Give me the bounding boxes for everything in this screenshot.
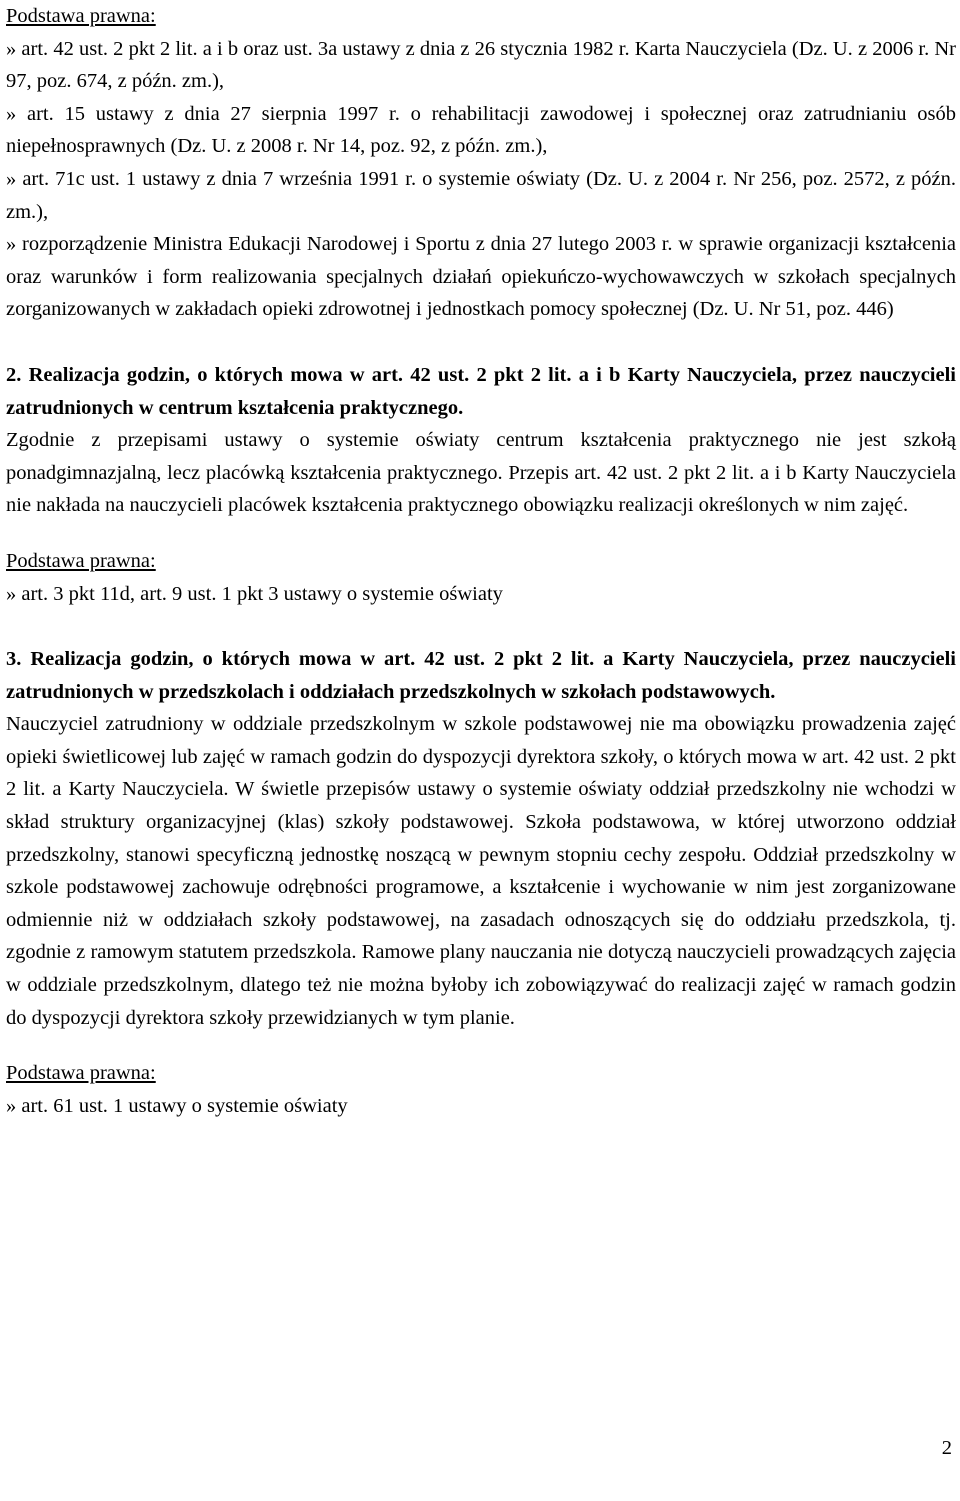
section-body: Zgodnie z przepisami ustawy o systemie oświaty centrum kształcenia praktycznego nie jest szkołą ponadgimnazjalną, lecz placówką kształcenia praktycznego. Przepis art. 42 ust. 2 pkt 2 lit. a i b Karty Nauczyciela nie nakłada na nauczycieli placówek kształcenia praktycznego obowiązku realizacji określonych w nim zajęć. bbox=[6, 429, 956, 517]
section-body: Nauczyciel zatrudniony w oddziale przedszkolnym w szkole podstawowej nie ma obowiązku prowadzenia zajęć opieki świetlicowej lub zajęć w ramach godzin do dyspozycji dyrektora szkoły, o których mowa w art. 42 ust. 2 pkt 2 lit. a Karty Nauczyciela. W świetle przepisów ustawy o systemie oświaty oddział przedszkolny nie wchodzi w skład struktury organizacyjnej (klas) szkoły podstawowej. Szkoła podstawowa, w której utworzono oddział przedszkolny, stanowi specyficzną jednostkę noszącą w pewnym stopniu cechy zespołu. Oddział przedszkolny w szkole podstawowej zachowuje odrębności programowe, a kształcenie i wychowanie w nim jest zorganizowane odmiennie niż w oddziałach szkoły podstawowej, na zasadach odnoszących się do oddziału przedszkola, tj. zgodnie z ramowym statutem przedszkola. Ramowe plany nauczania nie dotyczą nauczycieli prowadzących zajęcia w oddziale przedszkolnym, dlatego też nie można byłoby ich zobowiązywać do realizacji zajęć w ramach godzin do dyspozycji dyrektora szkoły przewidzianych w tym planie. bbox=[6, 713, 956, 1029]
legal-reference: » art. 3 pkt 11d, art. 9 ust. 1 pkt 3 ustawy o systemie oświaty bbox=[6, 582, 503, 605]
spacer bbox=[6, 610, 956, 643]
section-3 bbox=[6, 643, 956, 1122]
spacer bbox=[6, 326, 956, 359]
page-number: 2 bbox=[941, 1437, 952, 1459]
legal-reference: » art. 15 ustawy z dnia 27 sierpnia 1997 r. o rehabilitacji zawodowej i społecznej oraz zatrudnianiu osób niepełnosprawnych (Dz. U. z 2008 r. Nr 14, poz. 92, z późn. zm.), bbox=[6, 102, 956, 158]
legal-basis-heading: Podstawa prawna: bbox=[6, 5, 156, 27]
legal-basis-heading: Podstawa prawna: bbox=[6, 1062, 156, 1085]
spacer bbox=[6, 522, 956, 545]
legal-reference: » art. 71c ust. 1 ustawy z dnia 7 września 1991 r. o systemie oświaty (Dz. U. z 2004 r. Nr 256, poz. 2572, z późn. zm.), bbox=[6, 167, 956, 223]
legal-basis-block-1 bbox=[6, 0, 956, 326]
spacer bbox=[6, 1034, 956, 1057]
document-page bbox=[6, 0, 956, 1122]
section-title: 2. Realizacja godzin, o których mowa w art. 42 ust. 2 pkt 2 lit. a i b Karty Nauczyciela, przez nauczycieli zatrudnionych w centrum kształcenia praktycznego. bbox=[6, 363, 956, 419]
legal-basis-heading: Podstawa prawna: bbox=[6, 549, 156, 572]
section-title: 3. Realizacja godzin, o których mowa w art. 42 ust. 2 pkt 2 lit. a Karty Nauczyciela, przez nauczycieli zatrudnionych w przedszkolach i oddziałach przedszkolnych w szkołach podstawowych. bbox=[6, 648, 956, 703]
section-2 bbox=[6, 359, 956, 610]
legal-reference: » rozporządzenie Ministra Edukacji Narodowej i Sportu z dnia 27 lutego 2003 r. w sprawie organizacji kształcenia oraz warunków i form realizowania specjalnych działań opiekuńczo-wychowawczych w szkołach specjalnych zorganizowanych w zakładach opieki zdrowotnej i jednostkach pomocy społecznej (Dz. U. Nr 51, poz. 446) bbox=[6, 233, 956, 321]
legal-reference: » art. 61 ust. 1 ustawy o systemie oświaty bbox=[6, 1094, 348, 1117]
legal-reference: » art. 42 ust. 2 pkt 2 lit. a i b oraz ust. 3a ustawy z dnia z 26 stycznia 1982 r. Karta Nauczyciela (Dz. U. z 2006 r. Nr 97, poz. 674, z późn. zm.), bbox=[6, 37, 956, 93]
